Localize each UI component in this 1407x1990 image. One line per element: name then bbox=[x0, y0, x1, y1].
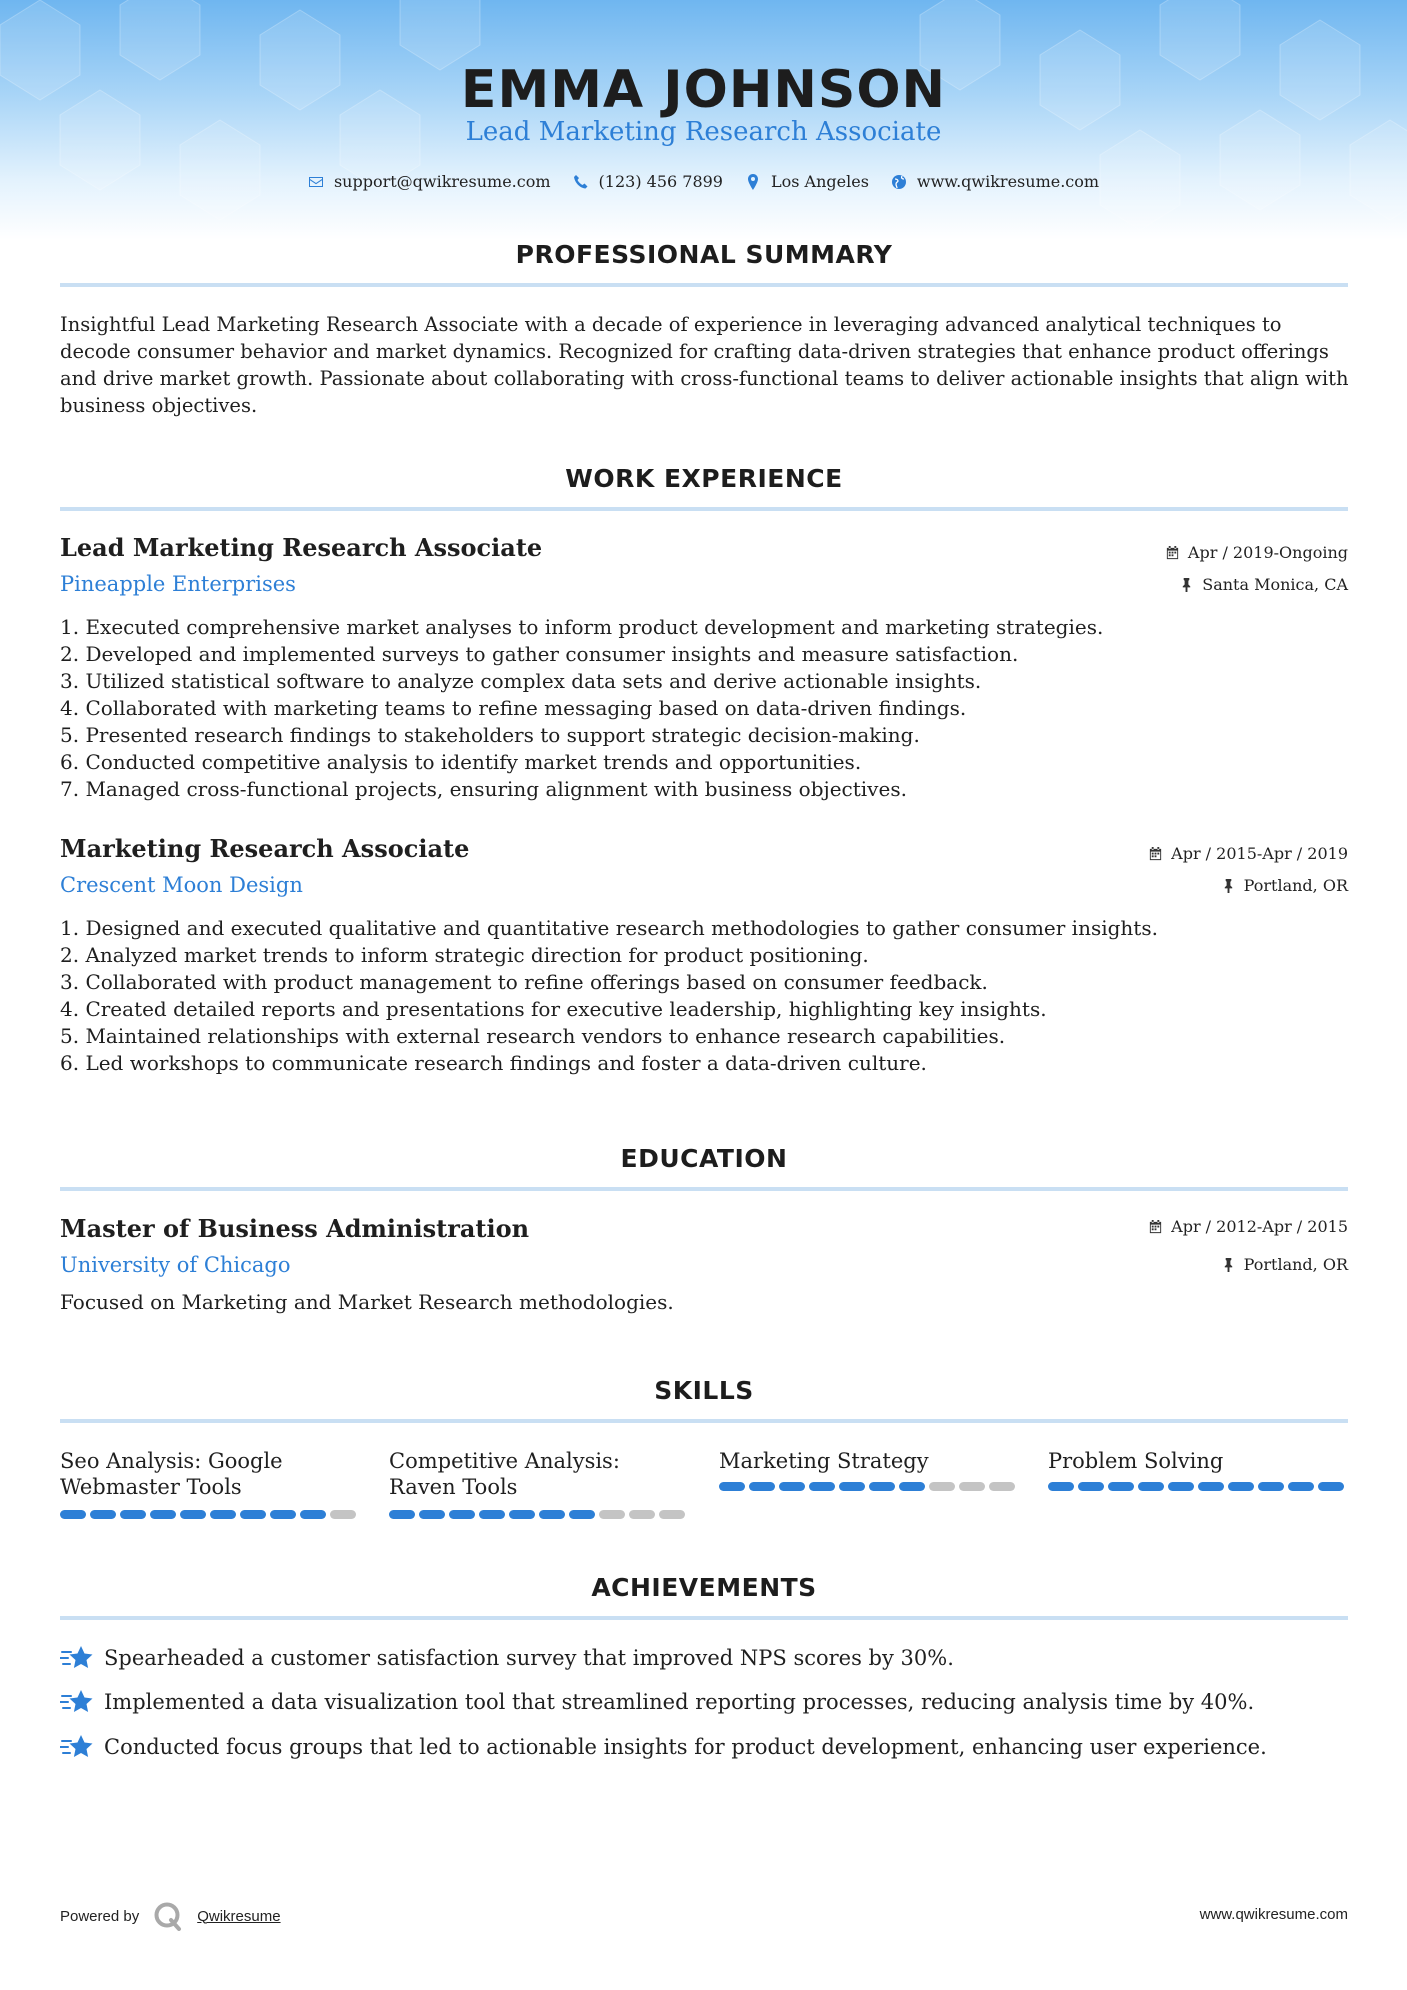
calendar-icon bbox=[1165, 545, 1180, 560]
job-location-text: Santa Monica, CA bbox=[1202, 575, 1348, 594]
achievement-text: Implemented a data visualization tool that streamlined reporting processes, reducing analysis time by 40%. bbox=[104, 1690, 1255, 1714]
skill-dot-filled bbox=[839, 1482, 865, 1491]
skill-dot-filled bbox=[389, 1510, 415, 1519]
skill-dot-empty bbox=[629, 1510, 655, 1519]
skill-item bbox=[60, 1448, 360, 1500]
candidate-name: EMMA JOHNSON bbox=[460, 60, 947, 120]
achievements-divider bbox=[60, 1616, 1348, 1620]
skill-dot-filled bbox=[1108, 1482, 1134, 1491]
list-item: 5. Presented research findings to stakeholders to support strategic decision-making. bbox=[60, 723, 920, 747]
job-location bbox=[1179, 575, 1348, 594]
skill-dot-filled bbox=[240, 1510, 266, 1519]
job-title: Lead Marketing Research Associate bbox=[60, 533, 543, 562]
contact-location bbox=[745, 172, 869, 191]
skill-dot-filled bbox=[809, 1482, 835, 1491]
skill-dot-filled bbox=[1078, 1482, 1104, 1491]
job-responsibilities bbox=[60, 915, 1350, 1077]
education-location-text: Portland, OR bbox=[1243, 1255, 1348, 1274]
achievement-text: Conducted focus groups that led to actionable insights for product development, enhancing user experience. bbox=[104, 1735, 1267, 1759]
skill-rating bbox=[60, 1510, 356, 1519]
contact-phone[interactable] bbox=[573, 172, 723, 191]
company-name: Pineapple Enterprises bbox=[60, 572, 296, 596]
summary-text: Insightful Lead Marketing Research Associate with a decade of experience in leveraging advanced analytical techniques to decode consumer behavior and market dynamics. Recognized for crafting data-driven strategies that enhance product offerings and drive market growth. Passionate about collaborating with cross-functional teams to deliver actionable insights that align with business objectives. bbox=[60, 313, 1349, 417]
skill-item bbox=[389, 1448, 689, 1500]
list-item: 7. Managed cross-functional projects, ensuring alignment with business objectives. bbox=[60, 777, 907, 801]
skill-dot-filled bbox=[270, 1510, 296, 1519]
skill-dot-empty bbox=[959, 1482, 985, 1491]
footer-website[interactable]: www.qwikresume.com bbox=[1199, 1906, 1348, 1923]
pushpin-icon bbox=[1179, 577, 1194, 592]
skill-dot-filled bbox=[539, 1510, 565, 1519]
skill-dot-empty bbox=[330, 1510, 356, 1519]
skill-dot-filled bbox=[1168, 1482, 1194, 1491]
pushpin-icon bbox=[1221, 1257, 1236, 1272]
skill-rating bbox=[1048, 1482, 1344, 1491]
skill-dot-filled bbox=[449, 1510, 475, 1519]
map-pin-icon bbox=[745, 174, 761, 190]
skill-name: Competitive Analysis: Raven Tools bbox=[389, 1449, 620, 1499]
skill-dot-filled bbox=[1288, 1482, 1314, 1491]
list-item: 3. Collaborated with product management to refine offerings based on consumer feedback. bbox=[60, 970, 988, 994]
skill-dot-filled bbox=[509, 1510, 535, 1519]
skill-dot-filled bbox=[479, 1510, 505, 1519]
contact-location-text: Los Angeles bbox=[770, 172, 869, 191]
star-icon bbox=[60, 1688, 94, 1716]
skill-dot-filled bbox=[90, 1510, 116, 1519]
phone-icon bbox=[573, 174, 589, 190]
contact-email[interactable] bbox=[308, 172, 551, 191]
skill-rating bbox=[389, 1510, 685, 1519]
skill-dot-filled bbox=[1258, 1482, 1284, 1491]
list-item: 2. Developed and implemented surveys to gather consumer insights and measure satisfaction. bbox=[60, 642, 1019, 666]
list-item: 2. Analyzed market trends to inform strategic direction for product positioning. bbox=[60, 943, 869, 967]
skill-dot-filled bbox=[120, 1510, 146, 1519]
skill-dot-filled bbox=[180, 1510, 206, 1519]
skill-dot-filled bbox=[899, 1482, 925, 1491]
skill-dot-filled bbox=[569, 1510, 595, 1519]
achievement-item bbox=[60, 1688, 1254, 1716]
education-dates-text: Apr / 2012-Apr / 2015 bbox=[1171, 1217, 1348, 1236]
list-item: 3. Utilized statistical software to analyze complex data sets and derive actionable insights. bbox=[60, 669, 982, 693]
qwikresume-logo-icon bbox=[153, 1901, 183, 1931]
job-dates bbox=[1148, 844, 1348, 863]
skill-dot-filled bbox=[749, 1482, 775, 1491]
list-item: 4. Collaborated with marketing teams to refine messaging based on data-driven findings. bbox=[60, 696, 967, 720]
skill-dot-filled bbox=[1198, 1482, 1224, 1491]
job-title: Marketing Research Associate bbox=[60, 834, 470, 863]
skill-dot-filled bbox=[60, 1510, 86, 1519]
star-icon bbox=[60, 1733, 94, 1761]
skill-dot-filled bbox=[1228, 1482, 1254, 1491]
contact-website[interactable] bbox=[891, 172, 1099, 191]
education-location bbox=[1221, 1255, 1348, 1274]
summary-heading: PROFESSIONAL SUMMARY bbox=[515, 240, 893, 269]
footer-branding bbox=[60, 1901, 281, 1931]
contact-website-text: www.qwikresume.com bbox=[916, 172, 1100, 191]
skill-dot-empty bbox=[659, 1510, 685, 1519]
achievement-text: Spearheaded a customer satisfaction survey that improved NPS scores by 30%. bbox=[104, 1646, 954, 1670]
job-dates-text: Apr / 2015-Apr / 2019 bbox=[1171, 844, 1348, 863]
skill-dot-filled bbox=[1048, 1482, 1074, 1491]
achievement-item bbox=[60, 1733, 1267, 1761]
list-item: 1. Designed and executed qualitative and quantitative research methodologies to gather consumer insights. bbox=[60, 916, 1158, 940]
list-item: 4. Created detailed reports and presentations for executive leadership, highlighting key insights. bbox=[60, 997, 1047, 1021]
list-item: 6. Led workshops to communicate research findings and foster a data-driven culture. bbox=[60, 1051, 927, 1075]
skill-dot-filled bbox=[719, 1482, 745, 1491]
skills-divider bbox=[60, 1419, 1348, 1423]
calendar-icon bbox=[1148, 1219, 1163, 1234]
skill-dot-filled bbox=[300, 1510, 326, 1519]
skill-dot-filled bbox=[1138, 1482, 1164, 1491]
job-location bbox=[1221, 876, 1348, 895]
powered-by-label: Powered by bbox=[60, 1907, 140, 1925]
education-dates bbox=[1148, 1217, 1348, 1236]
school-name: University of Chicago bbox=[60, 1253, 291, 1277]
list-item: 6. Conducted competitive analysis to identify market trends and opportunities. bbox=[60, 750, 862, 774]
skill-item bbox=[719, 1448, 1019, 1474]
skill-name: Marketing Strategy bbox=[719, 1449, 929, 1473]
education-heading: EDUCATION bbox=[620, 1144, 788, 1173]
summary-divider bbox=[60, 283, 1348, 287]
pushpin-icon bbox=[1221, 878, 1236, 893]
qwikresume-link[interactable]: Qwikresume bbox=[197, 1907, 281, 1925]
star-icon bbox=[60, 1644, 94, 1672]
globe-icon bbox=[891, 174, 907, 190]
job-responsibilities bbox=[60, 614, 1350, 803]
education-divider bbox=[60, 1187, 1348, 1191]
degree-title: Master of Business Administration bbox=[60, 1214, 530, 1243]
skill-rating bbox=[719, 1482, 1015, 1491]
skill-dot-filled bbox=[210, 1510, 236, 1519]
skill-dot-filled bbox=[419, 1510, 445, 1519]
envelope-icon bbox=[308, 174, 324, 190]
experience-heading: WORK EXPERIENCE bbox=[565, 464, 843, 493]
list-item: 5. Maintained relationships with external research vendors to enhance research capabilities. bbox=[60, 1024, 1006, 1048]
skill-dot-empty bbox=[599, 1510, 625, 1519]
skill-dot-filled bbox=[1318, 1482, 1344, 1491]
skill-name: Seo Analysis: Google Webmaster Tools bbox=[60, 1449, 283, 1499]
education-description: Focused on Marketing and Market Research methodologies. bbox=[60, 1290, 674, 1314]
calendar-icon bbox=[1148, 846, 1163, 861]
skill-name: Problem Solving bbox=[1048, 1449, 1224, 1473]
achievement-item bbox=[60, 1644, 954, 1672]
job-location-text: Portland, OR bbox=[1243, 876, 1348, 895]
skill-dot-filled bbox=[779, 1482, 805, 1491]
skill-item bbox=[1048, 1448, 1348, 1474]
experience-divider bbox=[60, 507, 1348, 511]
skill-dot-empty bbox=[929, 1482, 955, 1491]
contact-email-text: support@qwikresume.com bbox=[333, 172, 551, 191]
skill-dot-filled bbox=[150, 1510, 176, 1519]
job-dates bbox=[1165, 543, 1348, 562]
skill-dot-filled bbox=[869, 1482, 895, 1491]
company-name: Crescent Moon Design bbox=[60, 873, 303, 897]
skills-heading: SKILLS bbox=[654, 1376, 754, 1405]
job-dates-text: Apr / 2019-Ongoing bbox=[1187, 543, 1348, 562]
skill-dot-empty bbox=[989, 1482, 1015, 1491]
contact-phone-text: (123) 456 7899 bbox=[598, 172, 723, 191]
contact-bar bbox=[0, 172, 1407, 191]
achievements-heading: ACHIEVEMENTS bbox=[591, 1573, 817, 1602]
list-item: 1. Executed comprehensive market analyses to inform product development and marketing strategies. bbox=[60, 615, 1104, 639]
candidate-role: Lead Marketing Research Associate bbox=[465, 117, 942, 147]
